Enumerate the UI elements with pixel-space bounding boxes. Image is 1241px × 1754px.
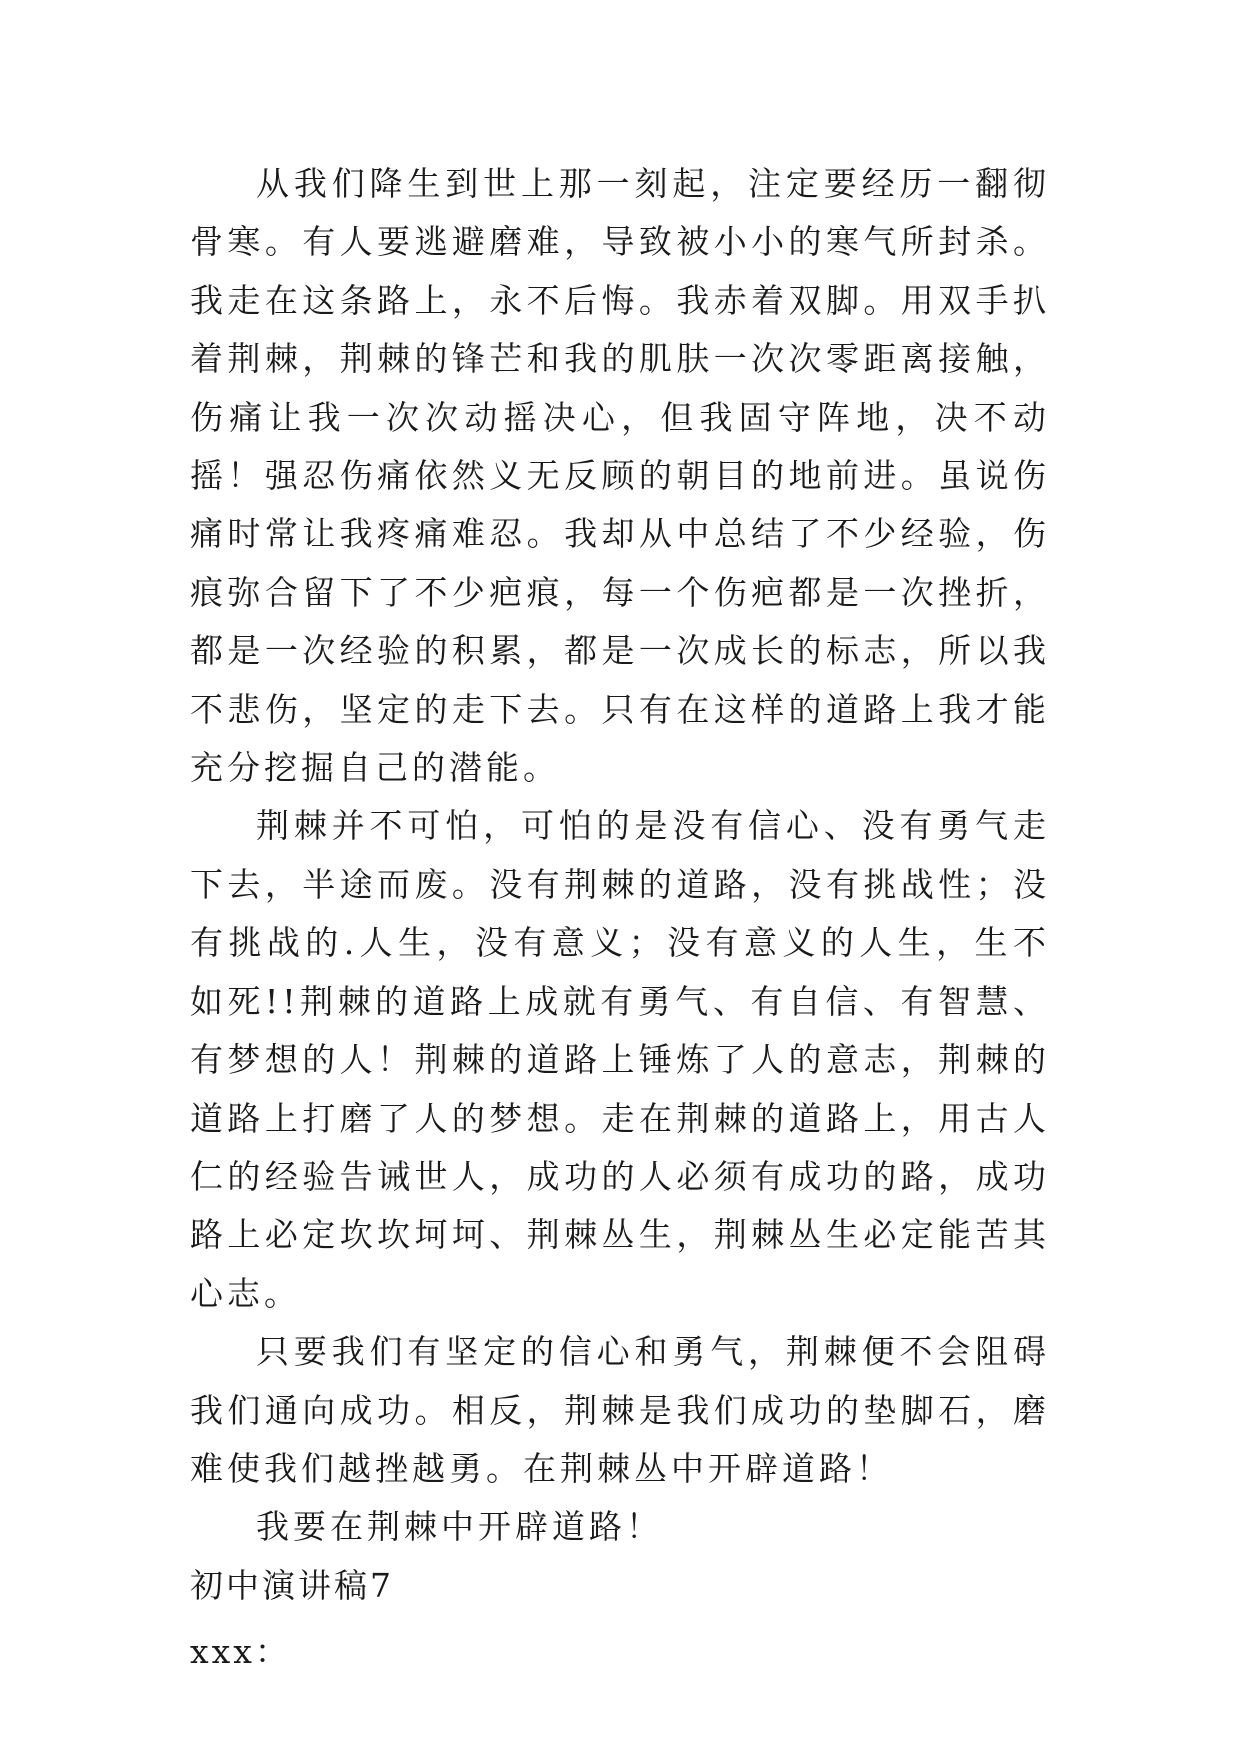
paragraph-1: 从我们降生到世上那一刻起，注定要经历一翻彻骨寒。有人要逃避磨难，导致被小小的寒气所封杀。我走在这条路上，永不后悔。我赤着双脚。用双手扒着荆棘，荆棘的锋芒和我的肌肤一次次零距离接触，伤痛让我一次次动摇决心，但我固守阵地，决不动摇！强忍伤痛依然义无反顾的朝目的地前进。虽说伤痛时常让我疼痛难忍。我却从中总结了不少经验，伤痕弥合留下了不少疤痕，每一个伤疤都是一次挫折，都是一次经验的积累，都是一次成长的标志，所以我不悲伤，坚定的走下去。只有在这样的道路上我才能充分挖掘自己的潜能。	[190, 164, 1050, 788]
document-body	[190, 155, 1050, 1682]
paragraph-4: 我要在荆棘中开辟道路！	[256, 1507, 663, 1547]
paragraph-3: 只要我们有坚定的信心和勇气，荆棘便不会阻碍我们通向成功。相反，荆棘是我们成功的垫脚石，磨难使我们越挫越勇。在荆棘丛中开辟道路！	[190, 1332, 1050, 1488]
salutation: xxx：	[190, 1632, 291, 1672]
section-heading: 初中演讲稿7	[190, 1565, 394, 1605]
paragraph-2: 荆棘并不可怕，可怕的是没有信心、没有勇气走下去，半途而废。没有荆棘的道路，没有挑战性；没有挑战的.人生，没有意义；没有意义的人生，生不如死!!荆棘的道路上成就有勇气、有自信、有智慧、有梦想的人！荆棘的道路上锤炼了人的意志，荆棘的道路上打磨了人的梦想。走在荆棘的道路上，用古人仁的经验告诫世人，成功的人必须有成功的路，成功路上必定坎坎坷坷、荆棘丛生，荆棘丛生必定能苦其心志。	[190, 806, 1050, 1313]
